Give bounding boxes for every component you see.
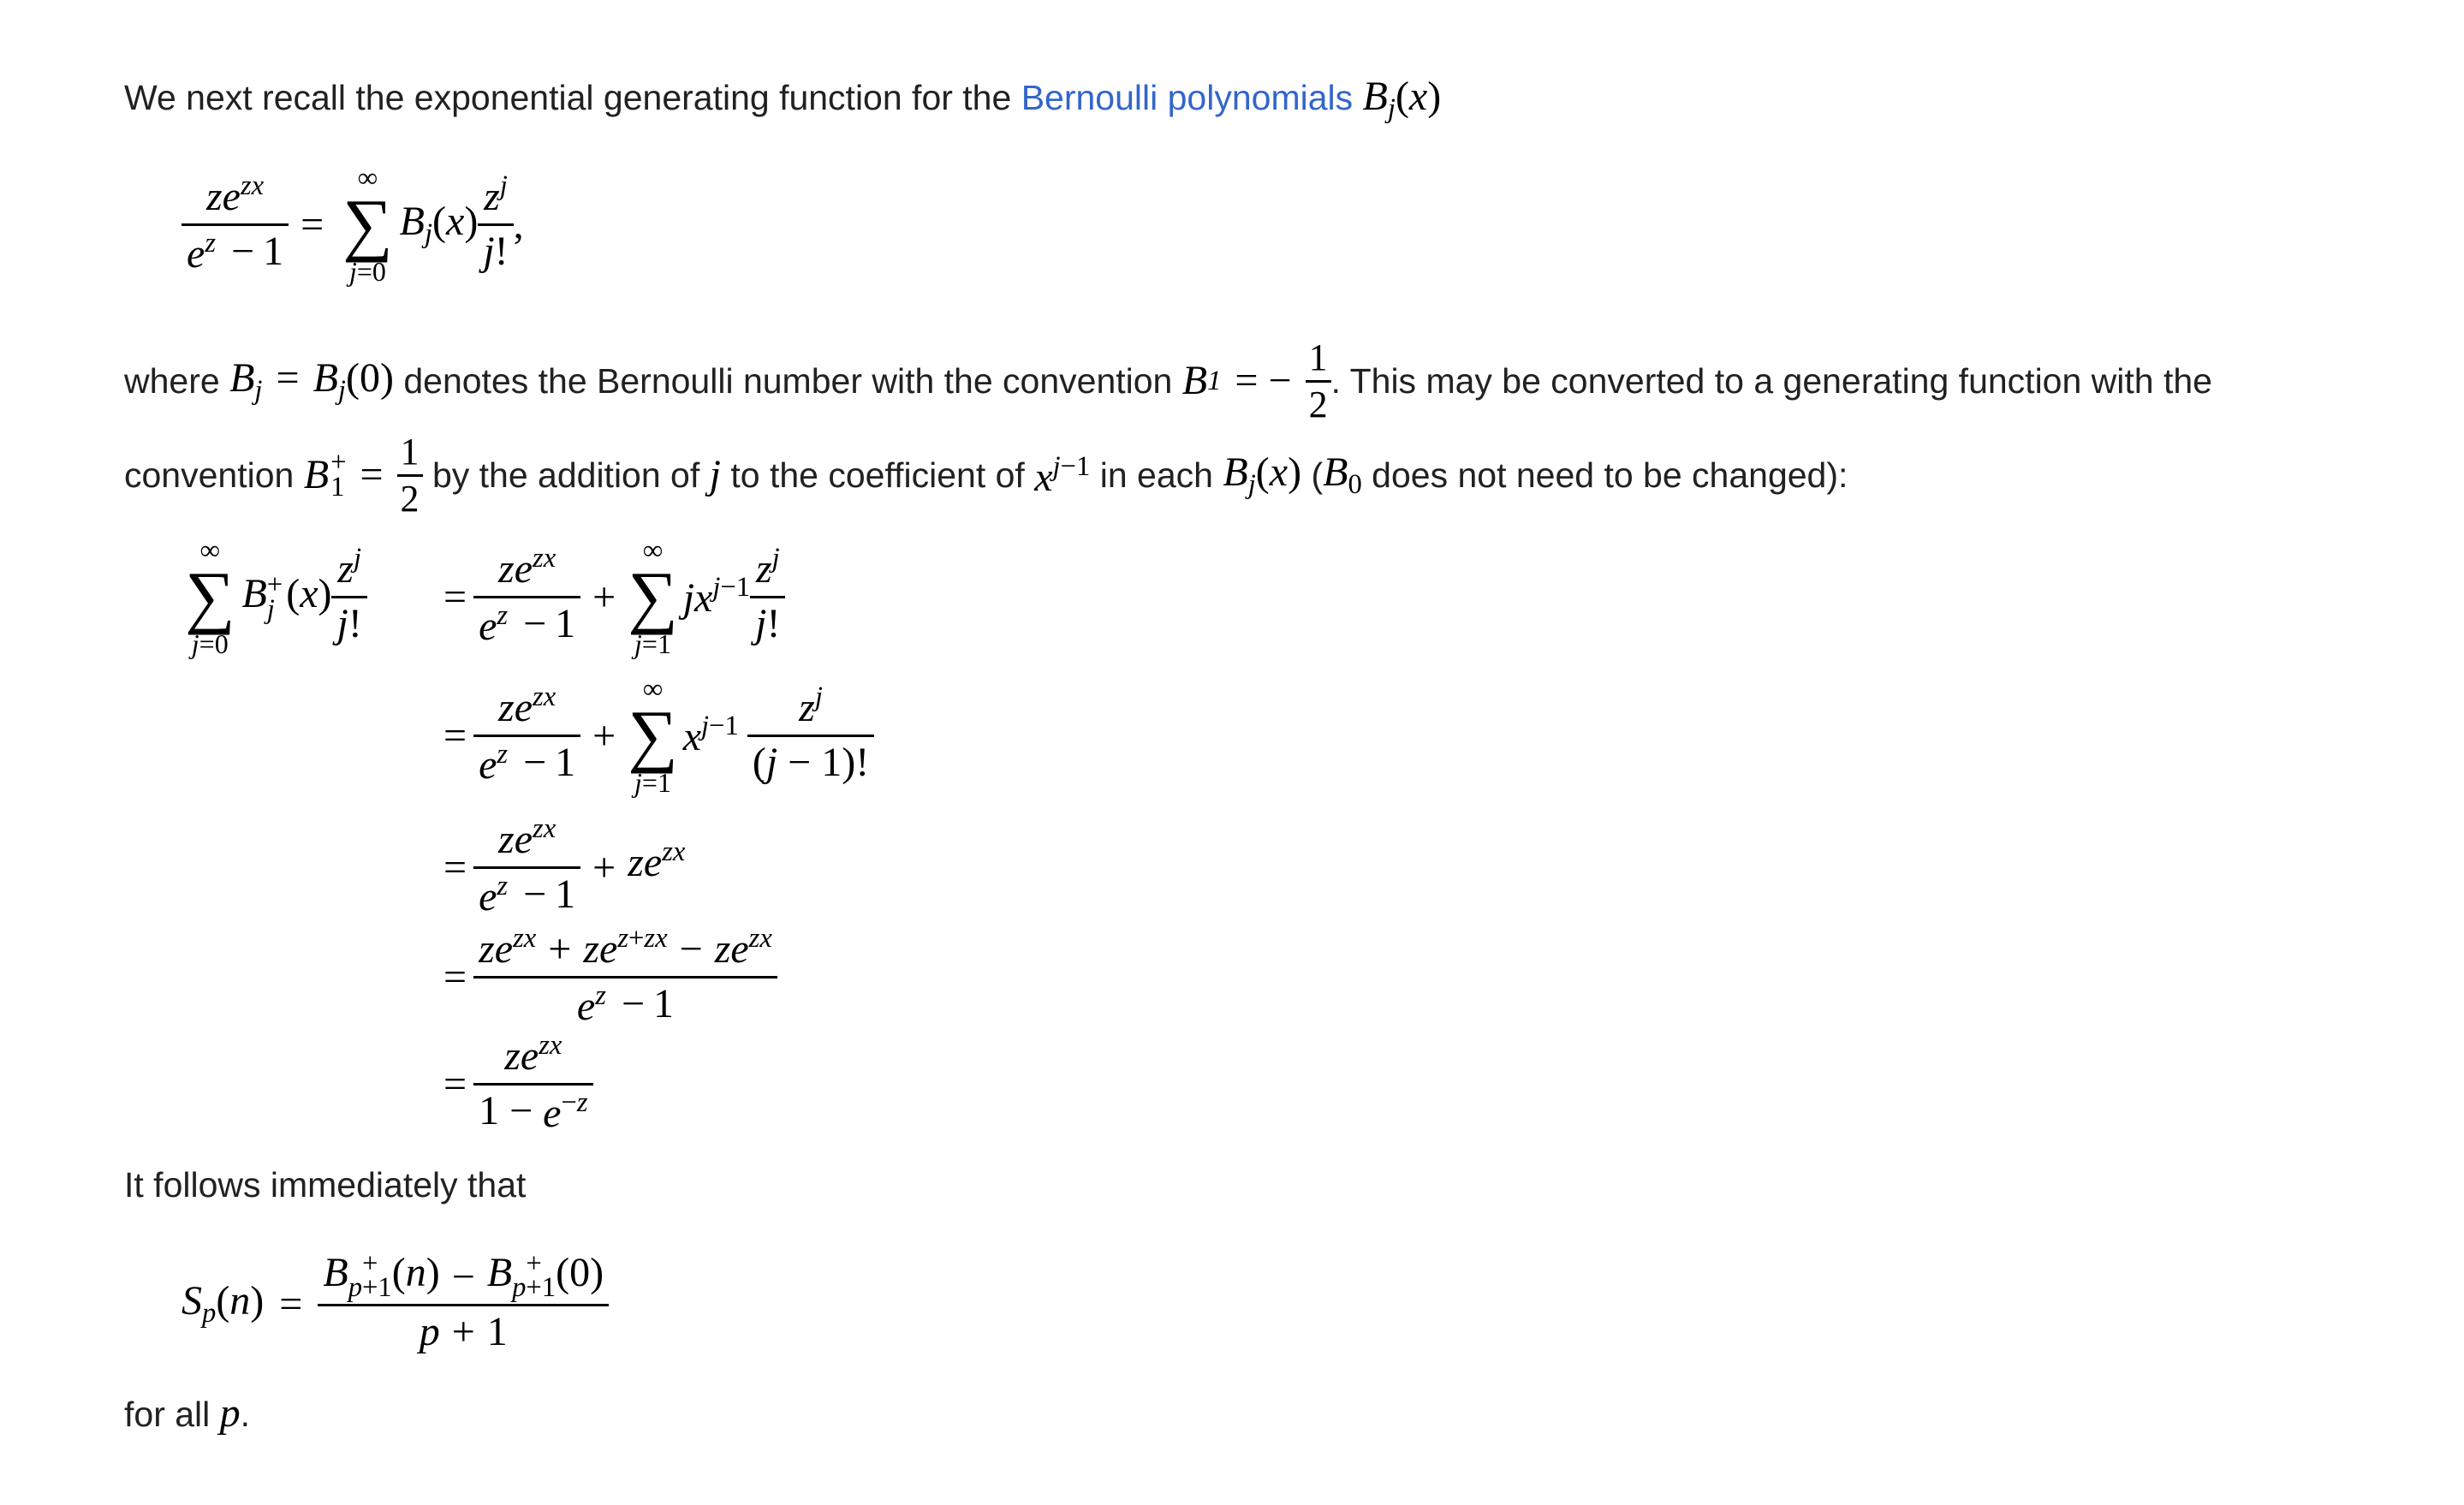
term-bj-x: $B_j(x)$ (399, 199, 479, 250)
p3-text-5: ( (1311, 455, 1324, 495)
paragraph-for-all-p (124, 1390, 251, 1436)
plus-sign: + (592, 844, 616, 890)
derivation-rhs-2 (443, 673, 874, 798)
term-jx-pow: $jx^{j-1}$ (682, 572, 751, 621)
fraction-final: $ze^{zx}$ 1 − $e^{-z}$ (473, 1028, 593, 1140)
derivation-rhs-5 (443, 1030, 593, 1138)
summation-j0-lhs: ∞ ∑ j=0 (185, 534, 235, 659)
p2-text-3: . This may be converted to a generating function with the (1330, 360, 2212, 401)
derivation-rhs-3 (443, 813, 685, 921)
summation-j1: ∞ ∑ j=1 (628, 673, 678, 798)
period: . (240, 1395, 251, 1434)
math-bj-x: $B_j(x)$ (1362, 74, 1442, 125)
p2-text-1: where (124, 360, 220, 401)
fraction-zezx-ez-1: $ze^{zx}$ $e^z$ − 1 (473, 680, 580, 792)
equation-power-sum (182, 1246, 609, 1362)
fraction-zj-jfact-2: $z^j$ j ! (750, 541, 785, 653)
term-x-pow: $x^{j-1}$ (682, 711, 739, 759)
lhs-sp-n: $S_p(n)$ (182, 1278, 265, 1330)
paragraph-intro (124, 76, 1441, 123)
fraction-zezx-ez-1: $ze^{zx}$ $e^z$ − 1 (473, 541, 580, 653)
paragraph-bernoulli-numbers (124, 336, 2212, 425)
for-all-text: for all (124, 1395, 211, 1434)
fraction-zj-jfact: $z^j$ j ! (478, 169, 513, 281)
plus-sign: + (592, 712, 616, 758)
paragraph-it-follows: It follows immediately that (124, 1165, 527, 1205)
intro-text: We next recall the exponential generating function for the (124, 78, 1012, 117)
paragraph-convention (124, 430, 1848, 520)
p3-text-1: convention (124, 455, 295, 495)
math-b0: $B_0$ (1323, 449, 1362, 500)
plus-sign: + (592, 574, 616, 620)
summation-j1: ∞ ∑ j=1 (628, 534, 678, 659)
equals-sign: = (443, 954, 467, 1000)
p3-text-4: in each (1099, 455, 1213, 495)
trailing-comma: , (513, 201, 524, 247)
bernoulli-polynomials-link[interactable]: Bernoulli polynomials (1021, 78, 1354, 117)
equals-sign: = (301, 201, 324, 247)
equals-sign: = (443, 1061, 467, 1107)
fraction-lhs: $ze^{zx}$ $e^z$ − 1 (182, 169, 289, 281)
math-b1plus-half: B + 1 = $\frac{1}{2}$ (304, 433, 423, 518)
math-b1-minus-half: B 1 = − $\frac{1}{2}$ (1182, 339, 1331, 424)
derivation-rhs-4 (443, 923, 777, 1031)
derivation-rhs-1 (443, 534, 785, 659)
math-bj-x-2: $B_j(x)$ (1223, 449, 1302, 500)
fraction-zezx-ez-1: $ze^{zx}$ $e^z$ − 1 (473, 812, 580, 924)
math-p: p (219, 1390, 241, 1436)
equals-sign: = (279, 1281, 303, 1327)
p2-text-2: denotes the Bernoulli number with the convention (403, 360, 1173, 401)
fraction-zj-jminus1-fact: $z^j$ ( j − 1 )! (747, 680, 874, 792)
summation-j0: ∞ ∑ j=0 (342, 162, 393, 287)
equals-sign: = (443, 712, 467, 758)
math-x-pow-j-minus-1: $x^{j-1}$ (1034, 450, 1091, 500)
p3-text-3: to the coefficient of (730, 455, 1025, 495)
math-bj-equals-bj0: $B_j = B_j(0)$ (229, 354, 394, 406)
term-zezx: $ze^{zx}$ (628, 836, 686, 885)
equals-sign: = (443, 574, 467, 620)
equals-sign: = (443, 844, 467, 890)
fraction-power-sum: B + p+1 (n) − B + p+1 (0) p + 1 (318, 1244, 609, 1365)
fraction-combined: $ze^{zx}$ + $ze^{z+zx}$ − $ze^{zx}$ $e^z$ − 1 (473, 921, 777, 1033)
derivation-row-1 (185, 534, 367, 659)
equation-generating-function (182, 162, 524, 287)
p3-text-2: by the addition of (431, 455, 700, 495)
math-j: j (709, 452, 721, 497)
p3-text-6: does not need to be changed): (1372, 455, 1848, 495)
term-bjplus-x: B + j (x) (241, 568, 332, 626)
fraction-zj-jfact-lhs: $z^j$ j ! (331, 541, 366, 653)
